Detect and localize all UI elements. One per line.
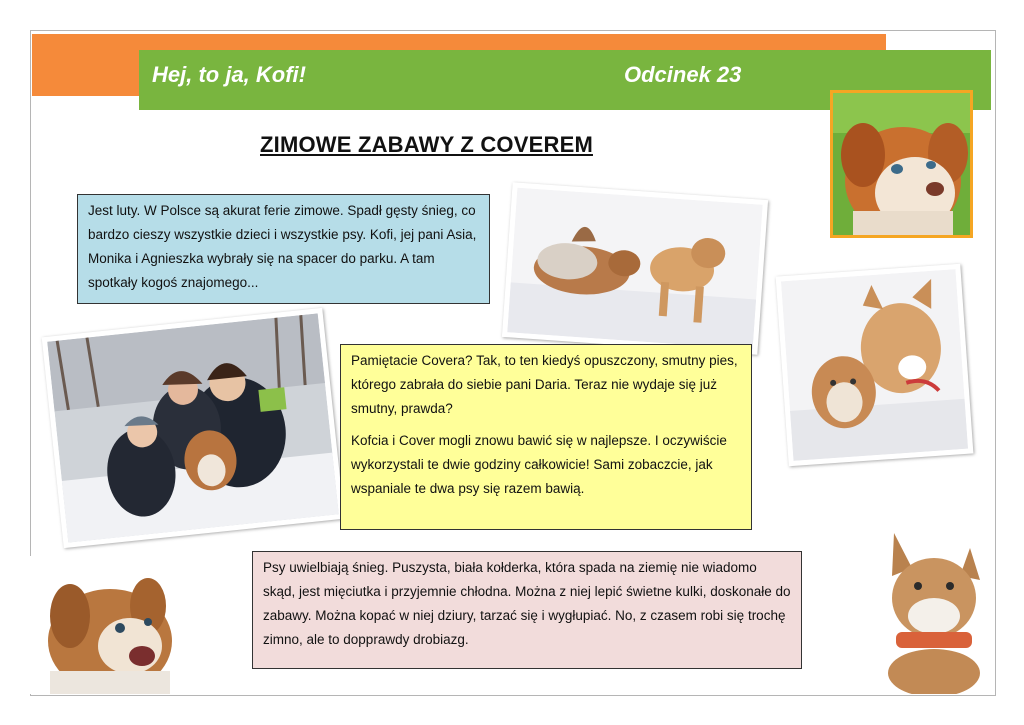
page-title: ZIMOWE ZABAWY Z COVEREM xyxy=(260,132,593,157)
dogs-running-snow-photo xyxy=(502,182,768,354)
cover-story-paragraph-2: Kofcia i Cover mogli znowu bawić się w najlepsze. I oczywiście wykorzystali te dwie godziny całkowicie! Sami zobaczcie, jak wspaniale te dwa psy się razem bawią. xyxy=(351,433,727,496)
excited-dog-cutout-image xyxy=(30,556,184,694)
barking-dog-cutout-image xyxy=(874,528,992,694)
series-title: Hej, to ja, Kofi! xyxy=(152,62,306,87)
family-with-dog-photo xyxy=(42,308,345,548)
cover-story-text-box xyxy=(340,344,752,530)
two-dogs-playing-photo xyxy=(776,264,974,466)
cover-story-paragraph-1: Pamiętacie Covera? Tak, to ten kiedyś opuszczony, smutny pies, którego zabrała do siebie pani Daria. Teraz nie wydaje się już smutny, prawda? xyxy=(351,353,738,416)
intro-text-box xyxy=(77,194,490,304)
snow-text: Psy uwielbiają śnieg. Puszysta, biała kołderka, która spada na ziemię nie wiadomo skąd, jest mięciutka i przyjemnie chłodna. Można z niej lepić świetne kulki, doskonałe do zabawy. Można kopać w niej dziury, tarzać się i wygłupiać. No, z czasem robi się trochę zimno, ale to dopprawdy drobiazg. xyxy=(263,560,791,647)
episode-number: Odcinek 23 xyxy=(624,62,742,87)
snow-text-box xyxy=(252,551,802,669)
intro-text: Jest luty. W Polsce są akurat ferie zimowe. Spadł gęsty śnieg, co bardzo cieszy wszystkie dzieci i wszystkie psy. Kofi, jej pani Asia, Monika i Agnieszka wybrały się na spacer do parku. A tam spotkały kogoś znajomego... xyxy=(88,203,477,290)
kofi-portrait-photo xyxy=(830,90,973,238)
